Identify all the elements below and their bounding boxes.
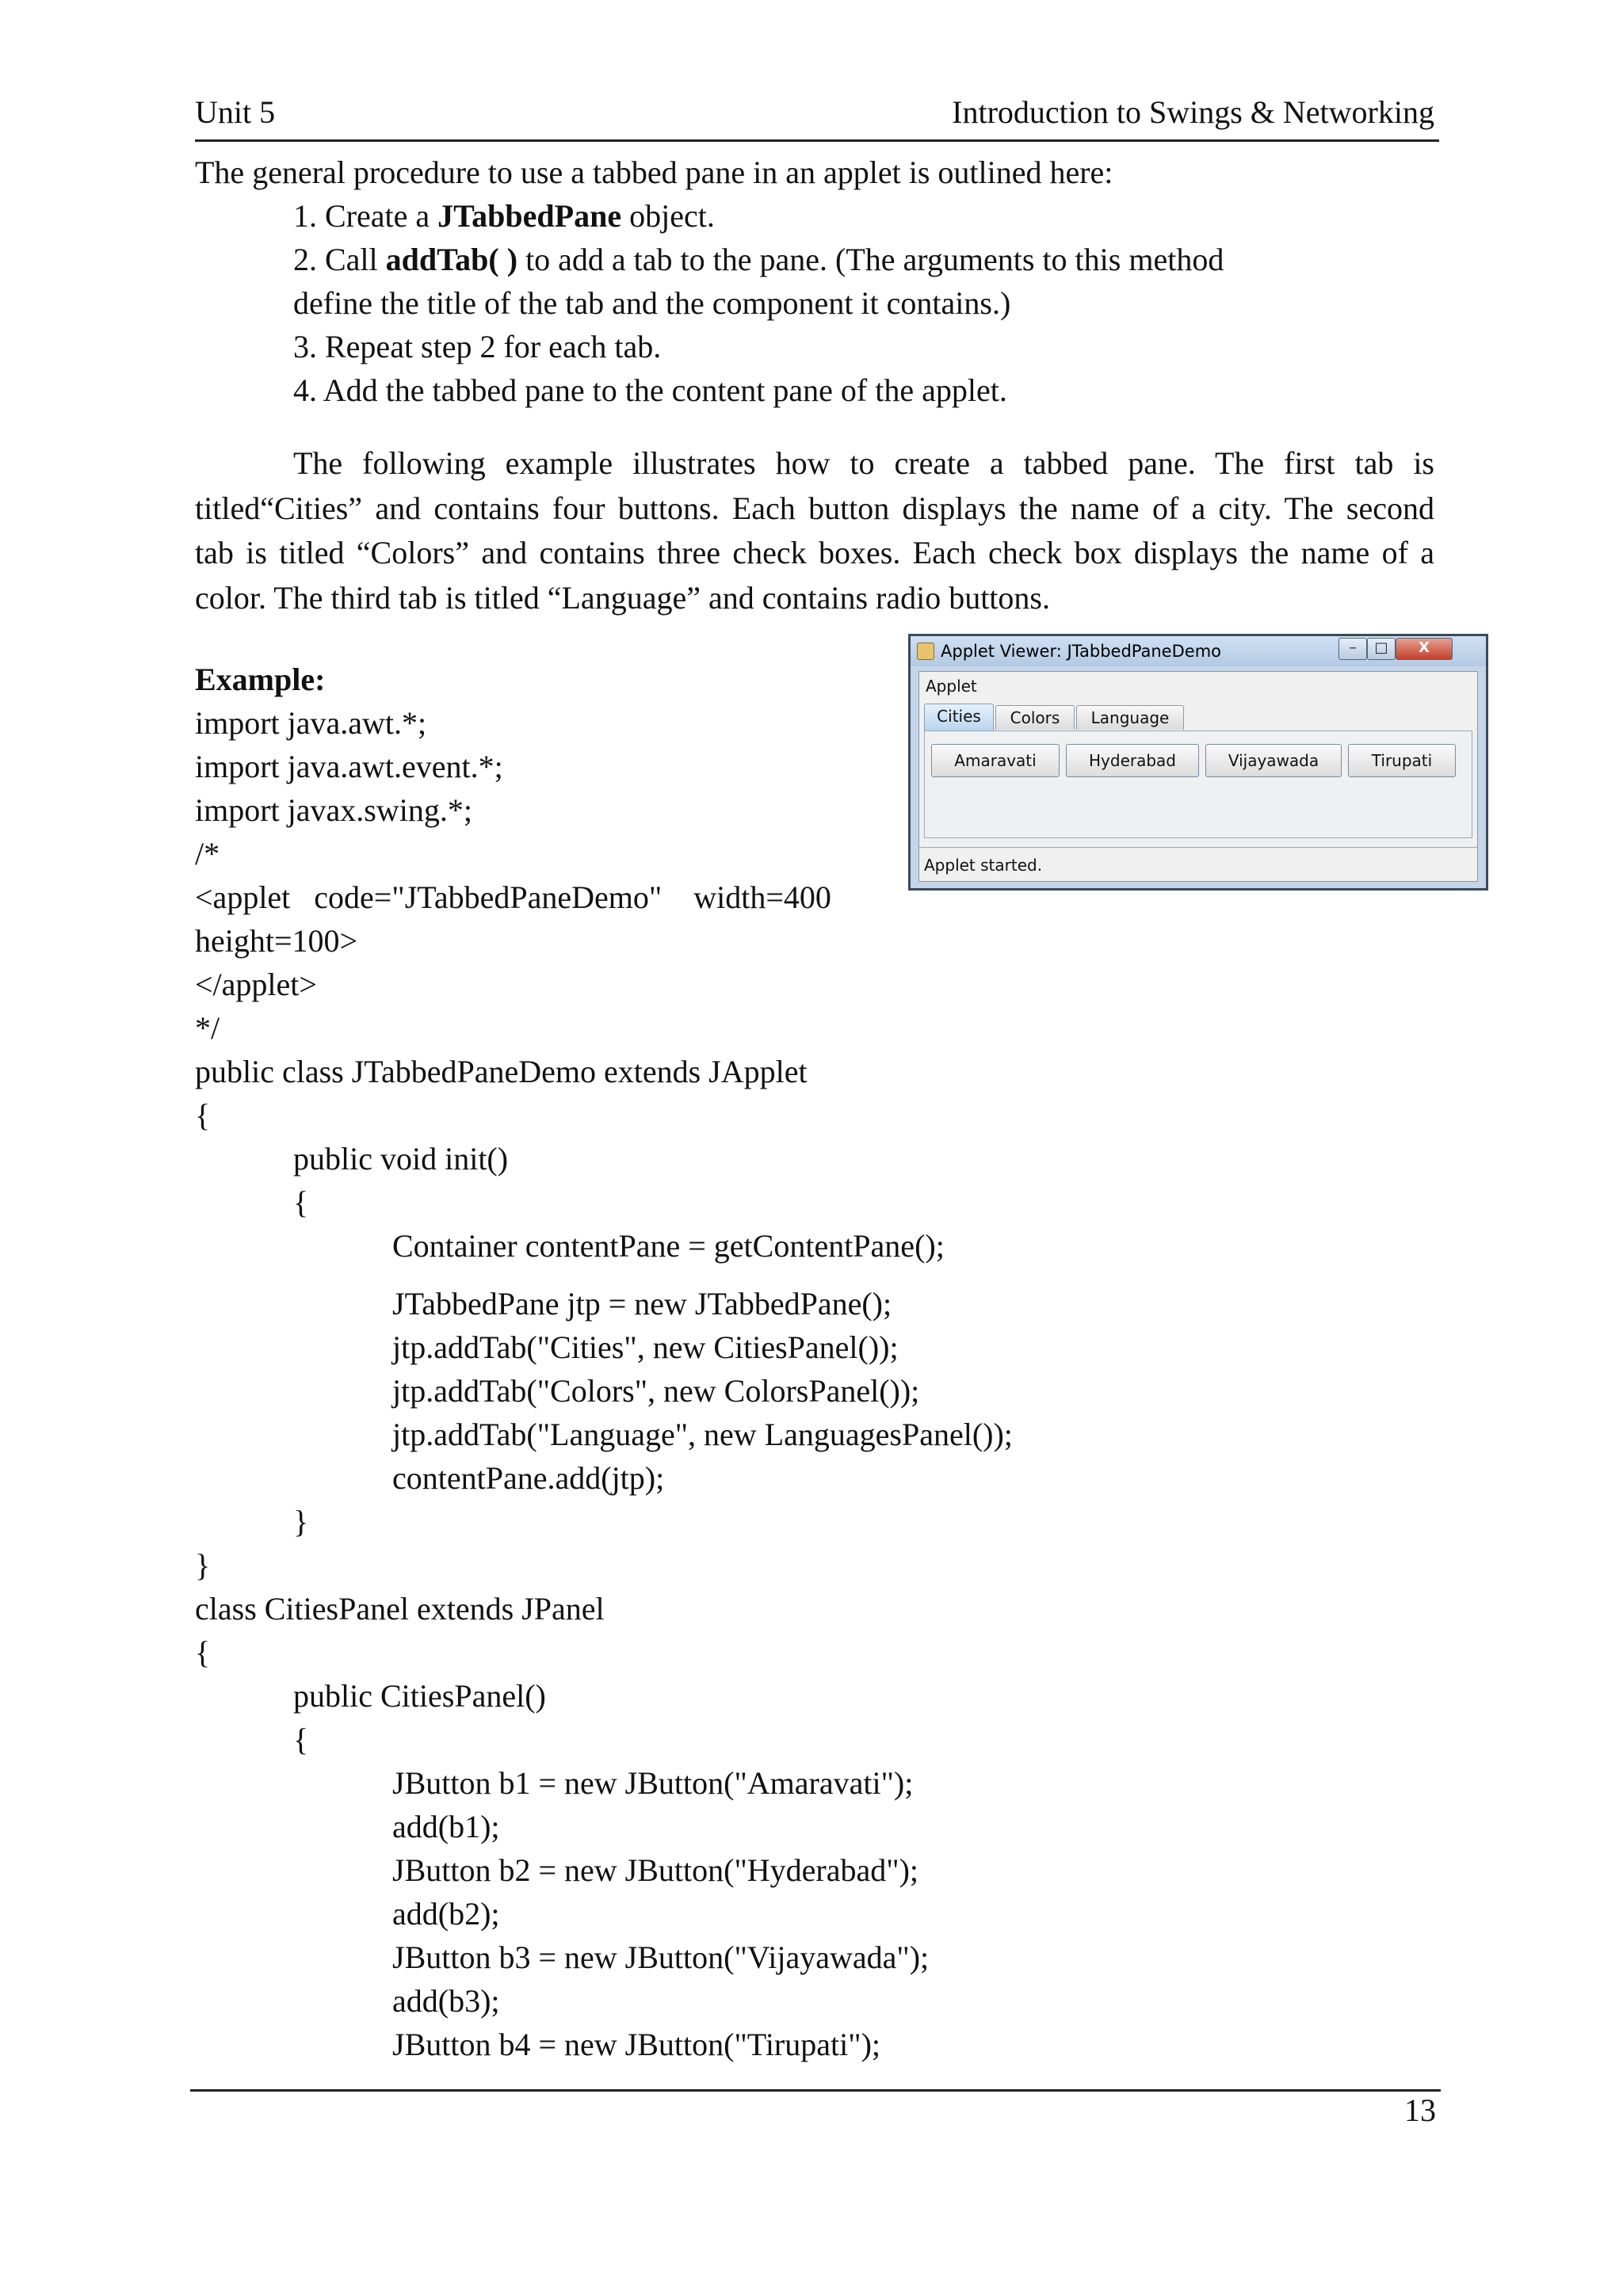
status-bar	[919, 847, 1477, 881]
code-line: JTabbedPane jtp = new JTabbedPane();	[392, 1286, 892, 1322]
window-titlebar	[911, 636, 1486, 666]
page-number: 13	[1404, 2092, 1436, 2128]
example-heading: Example:	[195, 662, 326, 697]
code-line: {	[293, 1184, 309, 1220]
vijayawada-button[interactable]: Vijayawada	[1205, 744, 1342, 777]
code-line: {	[293, 1722, 309, 1757]
java-cup-icon	[917, 643, 934, 660]
amaravati-button[interactable]: Amaravati	[931, 744, 1060, 777]
minimize-button[interactable]: –	[1338, 638, 1367, 660]
close-button[interactable]: X	[1396, 638, 1453, 660]
code-line: JButton b2 = new JButton("Hyderabad");	[392, 1852, 919, 1888]
tab-cities[interactable]: Cities	[924, 704, 994, 731]
page-header	[195, 87, 1439, 142]
code-line: */	[195, 1010, 220, 1046]
applet-viewer-window	[908, 634, 1488, 891]
chapter-title: Introduction to Swings & Networking	[952, 94, 1434, 130]
code-line: jtp.addTab("Cities", new CitiesPanel());	[392, 1329, 899, 1365]
code-line: jtp.addTab("Language", new LanguagesPanel());	[392, 1417, 1013, 1452]
code-line: public void init()	[293, 1141, 509, 1177]
hyderabad-button[interactable]: Hyderabad	[1066, 744, 1199, 777]
code-line: JButton b4 = new JButton("Tirupati");	[392, 2027, 880, 2062]
step-2: 2. Call addTab( ) to add a tab to the pane. (The arguments to this method	[293, 242, 1224, 277]
window-body	[918, 671, 1478, 882]
tab-colors[interactable]: Colors	[995, 705, 1075, 730]
code-line: <applet code="JTabbedPaneDemo" width=400	[195, 879, 831, 915]
maximize-button[interactable]: □	[1367, 638, 1396, 660]
unit-label: Unit 5	[195, 94, 276, 130]
intro-text: The general procedure to use a tabbed pane in an applet is outlined here:	[195, 154, 1113, 190]
code-line: import javax.swing.*;	[195, 792, 472, 828]
cities-panel	[924, 730, 1472, 838]
code-line: {	[195, 1634, 211, 1670]
step-3: 3. Repeat step 2 for each tab.	[293, 329, 662, 364]
step-4: 4. Add the tabbed pane to the content pane of the applet.	[293, 372, 1007, 408]
code-line: Container contentPane = getContentPane();	[392, 1228, 945, 1264]
code-line: jtp.addTab("Colors", new ColorsPanel());	[392, 1373, 920, 1409]
step-2-cont: define the title of the tab and the component it contains.)	[293, 285, 1011, 321]
description-paragraph: The following example illustrates how to create a tabbed pane. The first tab is titled“Cities” and contains four buttons. Each button displays the name of a city. The second tab is titled “Colors” and contains three check boxes. Each check box displays the name of a color. The third tab is titled “Language” and contains radio buttons.	[195, 445, 1434, 616]
code-line: import java.awt.event.*;	[195, 749, 503, 784]
code-line: JButton b1 = new JButton("Amaravati");	[392, 1765, 914, 1801]
code-line: add(b3);	[392, 1983, 500, 2019]
code-line: height=100>	[195, 923, 358, 959]
code-line: add(b1);	[392, 1809, 500, 1844]
window-title: Applet Viewer: JTabbedPaneDemo	[941, 642, 1221, 661]
code-line: JButton b3 = new JButton("Vijayawada");	[392, 1939, 930, 1975]
code-line: </applet>	[195, 967, 317, 1002]
tirupati-button[interactable]: Tirupati	[1348, 744, 1456, 777]
status-text: Applet started.	[924, 856, 1043, 875]
step-1: 1. Create a JTabbedPane object.	[293, 198, 715, 234]
code-line: import java.awt.*;	[195, 705, 427, 741]
code-line: }	[195, 1547, 211, 1583]
code-line: class CitiesPanel extends JPanel	[195, 1591, 605, 1627]
applet-menu[interactable]: Applet	[926, 677, 977, 696]
code-line: add(b2);	[392, 1896, 500, 1932]
code-line: }	[293, 1504, 309, 1539]
code-line: public CitiesPanel()	[293, 1678, 546, 1714]
code-line: {	[195, 1097, 211, 1133]
code-line: /*	[195, 836, 220, 871]
code-line: contentPane.add(jtp);	[392, 1460, 665, 1496]
footer-rule	[190, 2089, 1441, 2092]
tab-language[interactable]: Language	[1076, 705, 1184, 730]
code-line: public class JTabbedPaneDemo extends JApplet	[195, 1054, 808, 1089]
